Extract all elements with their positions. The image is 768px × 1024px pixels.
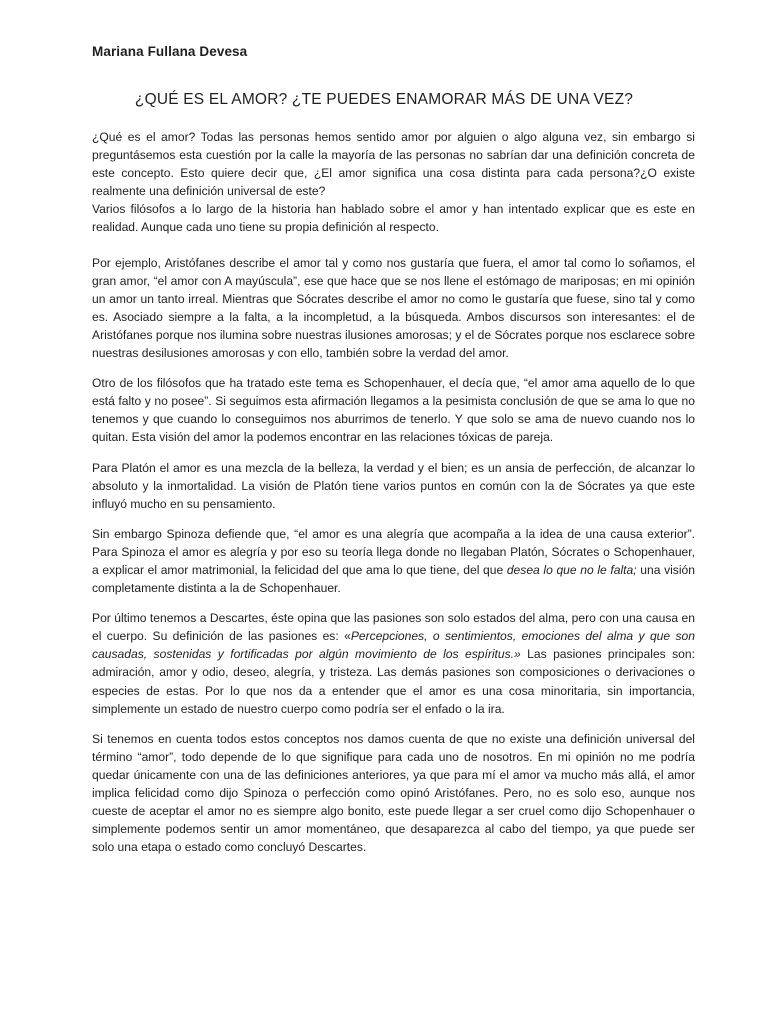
spinoza-text: Sin embargo Spinoza defiende que, “el amor es una alegría que acompaña a la idea de una causa exterior”. Para Spinoza el amor es alegría y por eso su teoría llega donde no llegaban Platón, Sócrates o Schopenhauer, a explicar el amor matrimonial, la felicidad del que ama lo que tiene, del que xyxy=(92,526,695,577)
paragraph-descartes xyxy=(92,609,695,718)
descartes-text: Por último tenemos a Descartes, éste opina que las pasiones son solo estados del alma, pero con una causa en el cuerpo. Su definición de las pasiones es: « xyxy=(92,611,695,644)
paragraph-conclusion: Si tenemos en cuenta todos estos conceptos nos damos cuenta de que no existe una definición universal del término “amor”, todo depende de lo que signifique para cada uno de nosotros. En mi opinión no me podría quedar únicamente con una de las definiciones anteriores, ya que para mí el amor va mucho más allá, el amor implica felicidad como dijo Spinoza o perfección como opinó Aristófanes. Pero, no es solo eso, aunque nos cueste de aceptar el amor no es siempre algo bonito, este puede llegar a ser cruel como dijo Schopenhauer o simplemente podemos sentir un amor momentáneo, que desaparezca al cabo del tiempo, ya que puede ser solo una etapa o estado como concluyó Descartes. xyxy=(92,731,695,855)
paragraph-intro: ¿Qué es el amor? Todas las personas hemos sentido amor por alguien o algo alguna vez, sin embargo si preguntásemos esta cuestión por la calle la mayoría de las personas no sabrían dar una definición concreta de este concepto. Esto quiere decir que, ¿El amor significa una cosa distinta para cada persona?¿O existe realmente una definición universal de este? xyxy=(92,130,695,199)
paragraph-aristofanes: Por ejemplo, Aristófanes describe el amor tal y como nos gustaría que fuera, el amor tal como lo soñamos, el gran amor, “el amor con A mayúscula”, ese que hace que se nos llene el estómago de mariposas; en mi opinión un amor un tanto irreal. Mientras que Sócrates describe el amor no como le gustaría que fuese, sino tal y como es. Asociado siempre a la falta, a la incompletud, a la búsqueda. Ambos discursos son interesantes: el de Aristófanes porque nos ilumina sobre nuestras ilusiones amorosas; y el de Sócrates porque nos esclarece sobre nuestras desilusiones amorosas y con ello, también sobre la verdad del amor. xyxy=(92,255,695,361)
document-title: ¿QUÉ ES EL AMOR? ¿TE PUEDES ENAMORAR MÁS DE UNA VEZ? xyxy=(134,91,634,108)
descartes-text-end: Las pasiones principales son: admiración, amor y odio, deseo, alegría, y tristeza. Las demás pasiones son composiciones o derivaciones o especies de estas. Por lo que nos da a entender que el amor es una cosa minoritaria, sin importancia, simplemente un estado de nuestro cuerpo como podría ser el enfado o la ira. xyxy=(92,647,695,716)
spinoza-text-end: una visión completamente distinta a la de Schopenhauer. xyxy=(92,562,695,596)
paragraph-platon: Para Platón el amor es una mezcla de la belleza, la verdad y el bien; es un ansia de perfección, de alcanzar lo absoluto y la inmortalidad. La visión de Platón tiene varios puntos en común con la de Sócrates ya que este influyó mucho en su pensamiento. xyxy=(92,460,695,511)
spinoza-italic: desea lo que no le falta; xyxy=(506,562,637,577)
document-body xyxy=(92,128,695,856)
descartes-quote: Percepciones, o sentimientos, emociones del alma y que son causadas, sostenidas y fortificadas por algún movimiento de los espíritus.» xyxy=(92,629,696,662)
paragraph-philosophers: Varios filósofos a lo largo de la historia han hablado sobre el amor y han intentado explicar que es este en realidad. Aunque cada uno tiene su propia definición al respecto. xyxy=(92,202,695,235)
paragraph-spinoza xyxy=(92,525,695,597)
paragraph-schopenhauer: Otro de los filósofos que ha tratado este tema es Schopenhauer, el decía que, “el amor ama aquello de lo que está falto y no posee”. Si seguimos esta afirmación llegamos a la pesimista conclusión de que se ama lo que no tenemos y que cuando lo conseguimos nos aburrimos de tenerlo. Y que solo se ama de nuevo cuando nos lo quitan. Esta visión del amor la podemos encontrar en las relaciones tóxicas de pareja. xyxy=(92,376,695,445)
author-name: Mariana Fullana Devesa xyxy=(92,44,248,59)
